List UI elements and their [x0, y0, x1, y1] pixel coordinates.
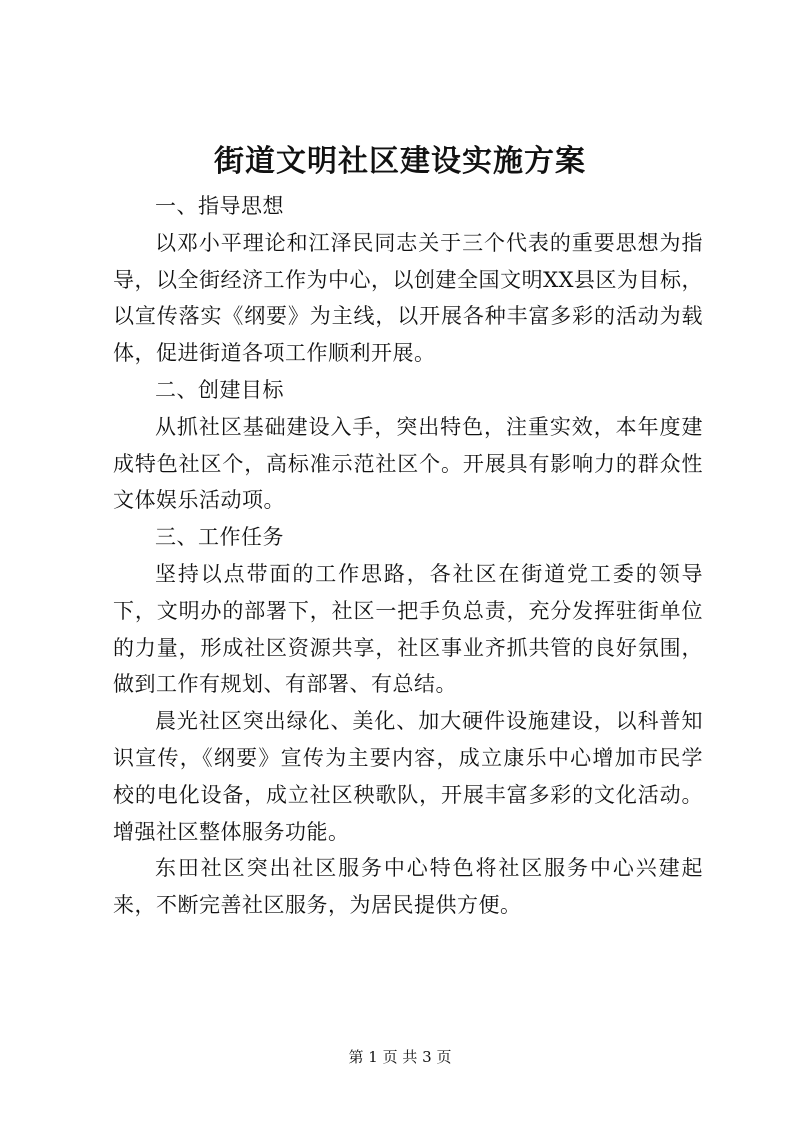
section-heading-3: 三、工作任务 — [155, 525, 284, 550]
section-heading-1: 一、指导思想 — [155, 194, 284, 218]
page-footer: 第 1 页 共 3 页 — [348, 1048, 452, 1066]
paragraph: 以邓小平理论和江泽民同志关于三个代表的重要思想为指导，以全街经济工作为中心，以创建全国文明XX县区为目标，以宣传落实《纲要》为主线，以开展各种丰富多彩的活动为载体，促进街道各项工作顺利开展。 — [113, 230, 703, 366]
paragraph: 坚持以点带面的工作思路，各社区在街道党工委的领导下，文明办的部署下，社区一把手负总责，充分发挥驻街单位的力量，形成社区资源共享，社区事业齐抓共管的良好氛围，做到工作有规划、有部署、有总结。 — [113, 561, 703, 697]
document-title: 街道文明社区建设实施方案 — [214, 144, 586, 179]
paragraph: 从抓社区基础建设入手，突出特色，注重实效，本年度建成特色社区个，高标准示范社区个。开展具有影响力的群众性文体娱乐活动项。 — [113, 414, 703, 513]
paragraph: 东田社区突出社区服务中心特色将社区服务中心兴建起来，不断完善社区服务，为居民提供方便。 — [113, 856, 703, 918]
section-heading-2: 二、创建目标 — [155, 377, 284, 402]
paragraph: 晨光社区突出绿化、美化、加大硬件设施建设，以科普知识宣传，《纲要》宣传为主要内容，成立康乐中心增加市民学校的电化设备，成立社区秧歌队，开展丰富多彩的文化活动。增强社区整体服务功能。 — [113, 709, 703, 844]
document-body — [113, 188, 703, 924]
